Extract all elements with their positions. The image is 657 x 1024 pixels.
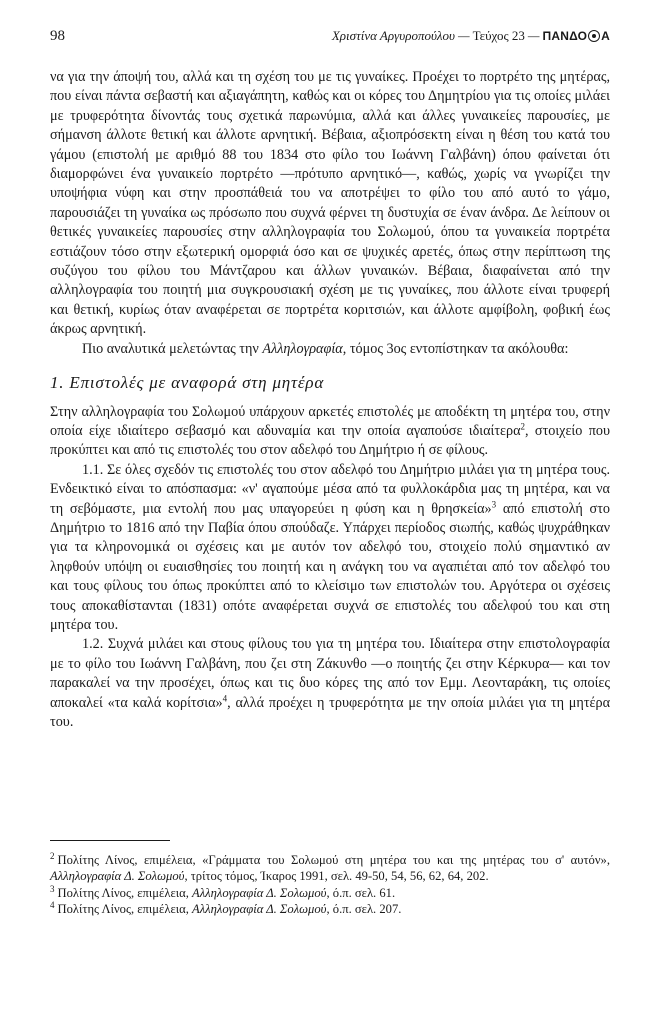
footnote-number: 4 [50,900,55,911]
p11-text-a: 1.1. Σε όλες σχεδόν τις επιστολές του στον αδελφό του Δημήτριο μιλάει για τη μητέρα τους. Ενδεικτικό είναι το απόσπασμα: «ν' αγαπούμε μέσα από τα φυλλοκάρδια μας τη μητέρα, και να τη σεβόμαστε, μια εντολή που μας υπαγορεύει η φύση και η θρησκεία» [50,461,610,517]
footnote-ref-2: 2 [520,421,526,432]
page-header [50,28,610,50]
page-number: 98 [50,28,65,44]
running-head-author: Χριστίνα Αργυροπούλου [331,28,456,43]
p12-text-b: , αλλά προέχει η τρυφερότητα με την οποία μιλάει για τη μητέρα του. [50,694,610,730]
footnote-text-b: , ό.π. σελ. 61. [326,885,396,900]
footnote-text-a: Πολίτης Λίνος, επιμέλεια, [57,902,193,917]
lead-in-italic: Αλληλογραφία [262,340,343,357]
footnote-number: 2 [50,850,55,861]
paragraph-1-2 [50,635,610,732]
footnote-ref-4: 4 [222,692,228,703]
paragraph-intro: να για την άποψή του, αλλά και τη σχέση του με τις γυναίκες. Προέχει το πορτρέτο της μητέρας, που είναι πάντα σεβαστή και αξιαγάπητη, καθώς και οι κόρες του Δημητρίου για τις οποίες μιλάει με τρυφερότητα δίνοντάς τους σχετικά παρωνύμια, αλλά και άλλες γυναικείες παρουσίες, με σήμανση άλλοτε θετική και άλλοτε αρνητική. Βέβαια, αξιοπρόσεκτη είναι η θέση του κατά του γάμου (επιστολή με αριθμό 88 του 1834 στο φίλο του Ιωάννη Γαλβάνη) όπου φαίνεται ότι διαμορφώνει ένα γυναικείο πορτρέτο —πρότυπο αρνητικό—, καθώς, χωρίς να γνωρίζει την υποψήφια νύφη και στην προσπάθειά του να αποτρέψει το φίλο του από αυτό το γάμο, παρουσιάζει τη γυναίκα ως πρόσωπο που συχνά φέρνει τη δυστυχία σε έναν άνδρα. Δε λείπουν οι θετικές γυναικείες παρουσίες στην αλληλογραφία του Σολωμού, όπου τα γυναικεία πορτρέτα εστιάζουν τόσο στην εξωτερική ομορφιά όσο και σε ψυχικές αρετές, όπως στην περίπτωση της συζύγου του φίλου του Μάντζαρου και άλλων γυναικών. Βέβαια, διαφαίνεται από την αλληλογραφία του ποιητή μια συγκρουσιακή σχέση με τις γυναίκες, που άλλοτε είναι τρυφερή και θετική, κυρίως όταν αναφέρεται σε πορτρέτα κοριτσιών, και άλλοτε αμφίβολη, φοβική έως άκρως αρνητική. [50,69,610,338]
logo-mark-icon [588,30,600,42]
paragraph-1-1 [50,461,610,636]
footnote-item [50,852,610,885]
footnote-item [50,901,610,917]
footnote-item [50,885,610,901]
section-title: 1. Επιστολές με αναφορά στη μητέρα [50,373,325,393]
logo-text-left: ΠΑΝΔΟ [542,29,588,43]
footnote-italic: Αλληλογραφία Δ. Σολωμού [192,885,327,900]
p12-text-a: 1.2. Συχνά μιλάει και στους φίλους του για τη μητέρα του. Ιδιαίτερα στην επιστολογραφία με το φίλο του Ιωάννη Γαλβάνη, που ζει στη Ζάκυνθο —ο ποιητής ζει στην Κέρκυρα— και τον παρακαλεί να την προσέχει, όπως και τις δυο κόρες της από τον Εμμ. Λεονταράκη, τις οποίες αποκαλεί «τα καλά κορίτσια» [50,636,610,711]
footnote-text-b: , ό.π. σελ. 207. [326,902,402,917]
footnote-text-b: , τρίτος τόμος, Ίκαρος 1991, σελ. 49-50, 54, 56, 62, 64, 202. [184,869,489,884]
lead-in-text-b: , τόμος 3ος εντοπίστηκαν τα ακόλουθα: [342,340,569,357]
lead-in-text-a: Πιο αναλυτικά μελετώντας την [82,340,263,357]
section-intro-text-b: , στοιχείο που προκύπτει και από τις επιστολές του στον αδελφό του Δημήτριο ή σε φίλους. [50,422,610,459]
footnote-number: 3 [50,883,55,894]
footnote-italic: Αλληλογραφία Δ. Σολωμού [192,902,327,917]
p11-text-b: από επιστολή στο Δημήτριο το 1816 από την Παβία όπου σπούδαζε. Υπάρχει περίοδος σιωπής, καθώς ψυχράθηκαν για τα κληρονομικά οι σχέσεις και με αυτόν τον αδελφό του, στοιχείο πολύ σημαντικό αν ληφθούν υπόψη οι ευαισθησίες του ποιητή και η ανάγκη του να αγαπιέται από τον αδελφό του και τους φίλους του όπως προκύπτει από το κλείσιμο των επιστολών του. Αργότερα οι σχέσεις τους αποκαθίστανται (1831) οπότε αναφέρεται συχνά σε επιστολές του αδελφού του και στη μητέρα του. [50,500,610,633]
logo-text-right: Α [601,29,610,43]
article-body [50,68,610,732]
footnote-italic: Αλληλογραφία Δ. Σολωμού [50,869,185,884]
running-head [332,28,610,44]
running-head-separator-2: — [527,28,540,43]
footnote-text-a: Πολίτης Λίνος, επιμέλεια, «Γράμματα του Σολωμού στη μητέρα του και της μητέρας του σ' αυτόν», [57,853,610,867]
paragraph-section-intro [50,403,610,461]
footnotes [50,852,610,918]
footnote-text-a: Πολίτης Λίνος, επιμέλεια, [57,885,193,900]
footnote-ref-3: 3 [491,498,497,509]
running-head-separator: — [458,28,470,43]
paragraph-lead-in [50,340,610,359]
journal-logo [542,29,610,43]
section-intro-text-a: Στην αλληλογραφία του Σολωμού υπάρχουν αρκετές επιστολές με αποδέκτη τη μητέρα του, στην οποία είχε ιδιαίτερο σεβασμό και αδυναμία και την οποία αγαπούσε ιδιαίτερα [50,403,610,439]
footnote-divider [50,840,170,841]
running-head-issue: Τεύχος 23 [472,28,525,43]
